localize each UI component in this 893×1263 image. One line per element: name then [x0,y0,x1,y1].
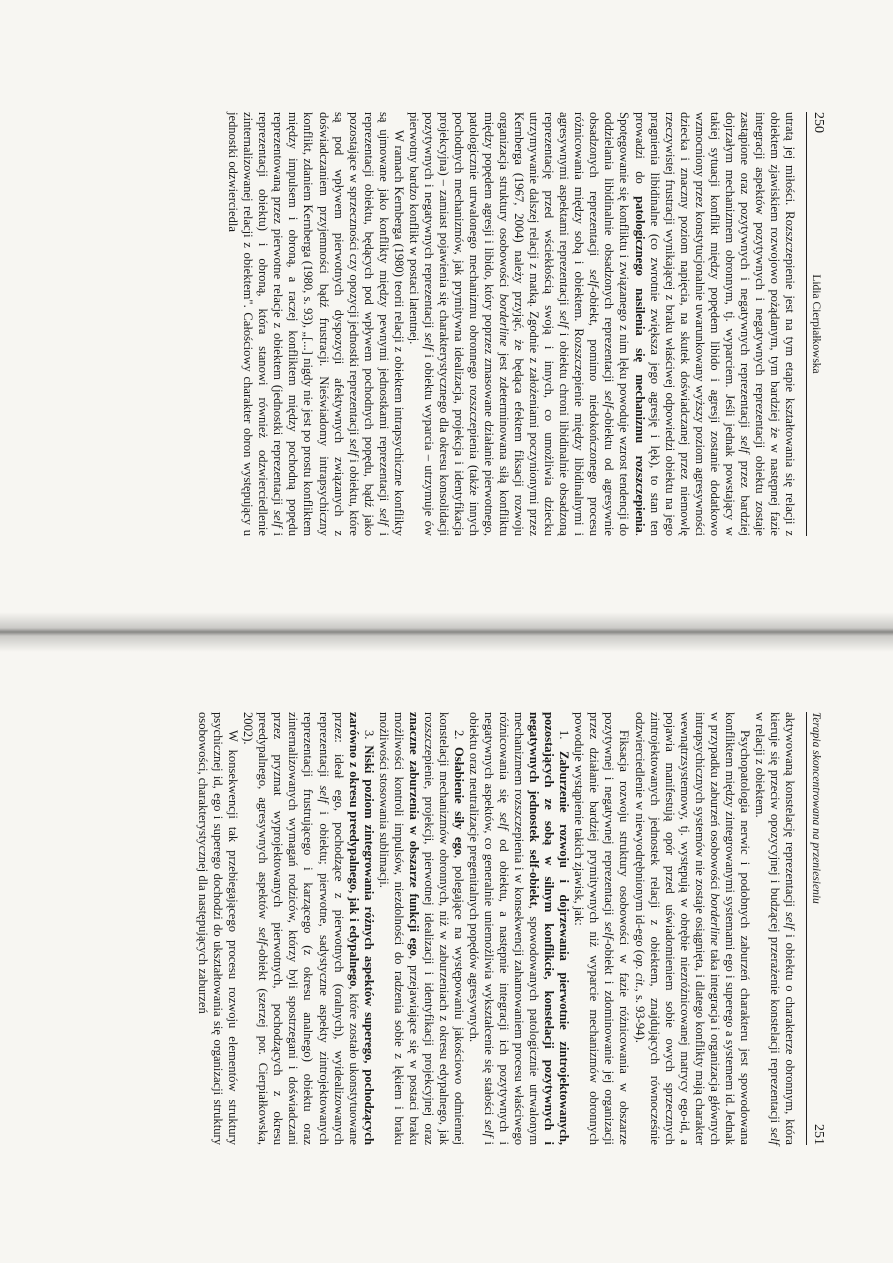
book-gutter-shadow [0,612,893,652]
paragraph: 1. Zaburzenie rozwoju i dojrzewania pierwotnie zintrojektowanych, pozostających ze sobą w silnym konflikcie, konstelacji pozytywnych i negatywnych jednostek self-obiekt, spowodowanych patologicznie utrwalonym mechanizmem rozszczepienia i w konsekwencji zahamowaniem procesu właściwego różnicowania się self od obiektu, a następnie integracji ich pozytywnych i negatywnych aspektów, co generalnie uniemożliwia wykształcenie się stałości self i obiektu oraz neutralizacje pregenitalnych popędów agresywnych. [467,712,572,1146]
italic-text: self [557,310,572,328]
italic-text: borderline [497,293,512,347]
right-body-text [30,712,797,1145]
italic-text: self [767,1127,782,1145]
bold-text: Osłabienie siły ego [451,747,466,856]
right-running-head-title: Terapia skoncentrowana na przeniesieniu [810,712,822,904]
italic-text: self [783,911,797,930]
paragraph: 2. Osłabienie siły ego, polegające na występowaniu jakościowo odmiennej konstelacji mechanizmów obronnych, niż w zaburzeniach z okresu edypalnego, jak rozszczepienie, projekcji, pierwotnej idealizacji i identyfikacji projekcyjnej oraz znaczne zaburzenia w obszarze funkcji ego, przejawiające się w postaci braku możliwości kontroli impulsów, niezdolności do radzenia sobie z lękiem i braku możliwości stosowania sublimacji. [376,712,466,1146]
paragraph: W ramach Kernberga (1980) teorii relacji z obiektem intrapsychiczne konflikty są ujmowane jako konflikty między pewnymi jednostkami reprezentacji self i reprezentacji obiektu, będących pod wpływem pochodnych popędu, bądź jako pozostające w sprzeczności czy opozycji jednostki reprezentacji self i obiektu, które są pod wpływem pierwotnych dyspozycji afektywnych związanych z doświadczaniem przyjemności bądź frustracji. Nieświadomy intrapsychiczny konflikt, zdaniem Kernberga (1980, s. 93), „[...] nigdy nie jest po prostu konfliktem między impulsem i obroną, a raczej konfliktem między pochodną popędu reprezentowaną przez pierwotne relacje z obiektem (jednostki reprezentacji self i reprezentacji obiektu) i obroną, która stanowi również odzwierciedlenie zinternalizowanej relacji z obiektem". Całościowy charakter obron występujący u jednostki odzwierciedla [226,112,406,536]
italic-text: self [602,390,617,408]
right-page [0,632,893,1263]
paragraph: utratą jej miłości. Rozszczepienie jest na tym etapie kształtowania się relacji z obiektem zjawiskiem rozwojowo pożądanym, tym bardziej że w następnej fazie integracji aspektów pozytywnych i negatywnych reprezentacji obiektu zostaje zastąpione oraz pozytywnych i negatywnych reprezentacji self przez bardziej dojrzałym mechanizmem obronnym, tj. wyparciem. Jeśli jednak powstający w takiej sytuacji konflikt między popędem libido i agresji zostanie dodatkowo wzmocniony przez konstytucjonalnie uwarunkowany wyższy poziom agresywności dziecka i znaczny poziom napięcia, na skutek doświadczanej przez niemowlę rzeczywistej frustracji wynikającej z braku właściwej odpowiedzi obiektu na jego pragnienia libidinalne (co zwrotnie zwiększa jego agresję i lęk), to stan ten prowadzi do patologicznego nasilenia się mechanizmu rozszczepienia. Spotęgowanie się konfliktu i związanego z nim lęku powoduje wzrost tendencji do oddzielania libidinalnie obsadzonych reprezentacji self-obiektu od agresywnie obsadzonych reprezentacji self-obiekt, pomimo niedokończonego procesu różnicowania między sobą i obiektem. Rozszczepienie między libidinalnymi i agresywnymi aspektami reprezentacji self i obiektu chroni libidinalnie obsadzoną reprezentację przed wściekłością swoją i innych, co umożliwia dziecku utrzymywanie dalszej relacji z matką. Zgodnie z założeniami poczynionymi przez Kernberga (1967, 2004) należy przyjąć, że będąca efektem fiksacji rozwoju organizacja struktury osobowości borderline jest zdeterminowana siłą konfliktu między popędem agresji i libido, który poprzez zmasowane działanie pierwotnego, patologicznie utrwalonego mechanizmu obronnego rozszczepienia (także innych pochodnych mechanizmów, jak prymitywna idealizacja, projekcja i identyfikacja projekcyjna) – zamiast pojawienia się charakterystycznego dla okresu konsolidacji pozytywnych i negatywnych reprezentacji self i obiektu wyparcia – utrzymuje ów pierwotny bardzo konflikt w postaci latentnej. [406,112,797,536]
right-page-number: 251 [811,1124,826,1145]
bold-text: Niski poziom zintegrowania różnych aspektów superego, pochodzących zarówno z okresu preedypalnego, jak i edypalnego [346,712,376,1145]
italic-text: self [376,508,391,526]
paragraph: Fiksacja rozwoju struktury osobowości w fazie różnicowania w obszarze pozytywnej i negatywnej reprezentacji self-obiekt i zdominowanie jej organizacji przez działanie bardziej prymitywnych niż wyparcie mechanizmów obronnych powoduje wystąpienie takich zjawisk, jak: [572,712,632,1145]
left-page-number: 250 [811,112,826,133]
italic-text: borderline [707,893,722,946]
bold-text: Zaburzenie rozwoju i dojrzewania pierwotnie zintrojektowanych, pozostających ze sobą w silnym konflikcie, konstelacji pozytywnych i negatywnych jednostek self-obiekt [527,712,572,1146]
italic-text: self [737,435,752,454]
left-running-head-title: Lidia Cierpiałkowska [810,274,822,374]
italic-text: self [421,332,436,351]
paragraph: Psychopatologia nerwic i podobnych zaburzeń charakteru jest spowodowana konfliktem między zintegrowanymi systemami ego i superego a systemem id. Jednak w przypadku zaburzeń osobowości borderline taka integracja i organizacja głównych intrapsychicznych systemów nie zostaje osiągnięta, i dlatego konflikty mają charakter wewnątrzsystemowy, tj. występują w obrębie niezróżnicowanej matrycy ego-id, a pojawia manifestują opór przed uświadomieniem sobie owych sprzecznych zintrojektowanych jednostek relacji z obiektem, znajdujących równocześnie odzwierciedlenie w niewyodrębnionym id-ego (op. cit., s. 93-94). [632,712,752,1145]
right-running-head [806,712,829,1145]
italic-text: op. cit. [632,954,647,989]
bold-text: znaczne zaburzenia w obszarze funkcji ego [406,712,421,956]
paragraph: 3. Niski poziom zintegrowania różnych aspektów superego, pochodzących zarówno z okresu preedypalnego, jak i edypalnego, które zostało ukonstytuowane przez: ideał ego, pochodzące z pierwotnych (oralnych), wyidealizowanych reprezentacji self i obiektu; pierwotne, sadystyczne aspekty zintrojektowanych reprezentacji frustrującego i karzącego (z okresu analnego) obiektu oraz zinternalizowanych wymagań rodziców, którzy byli spostrzegani i doświadczani przez pryzmat wyprojektowanych pierwotnych, pochodzących z okresu preedypalnego, agresywnych aspektów self-obiekt (szerzej por. Cierpiałkowska, 2002). [241,712,376,1145]
italic-text: self [346,438,361,457]
bold-text: patologicznego nasilenia się mechanizmu rozszczepienia [632,196,647,533]
paragraph: aktywowaną konstelację reprezentacji self i obiektu o charakterze obronnym, która kieruje się przeciw opozycyjnej i budzącej przerażenie konstelacji reprezentacji self w relacji z obiektem. [752,712,797,1145]
italic-text: self [482,1119,497,1138]
italic-text: self [602,921,617,940]
paragraph: W konsekwencji tak przebiegającego procesu rozwoju elementów struktury psychicznej id, ego i superego dochodzi do ukształtowania się organizacji struktury osobowości, charakterystycznej dla następujących zaburzeń [196,712,241,1145]
italic-text: self [316,785,331,803]
italic-text: self [271,510,286,528]
italic-text: self [497,812,512,830]
left-running-head [806,112,829,536]
italic-text: self [587,269,602,288]
italic-text: self [256,927,271,945]
left-body-text [30,112,797,536]
